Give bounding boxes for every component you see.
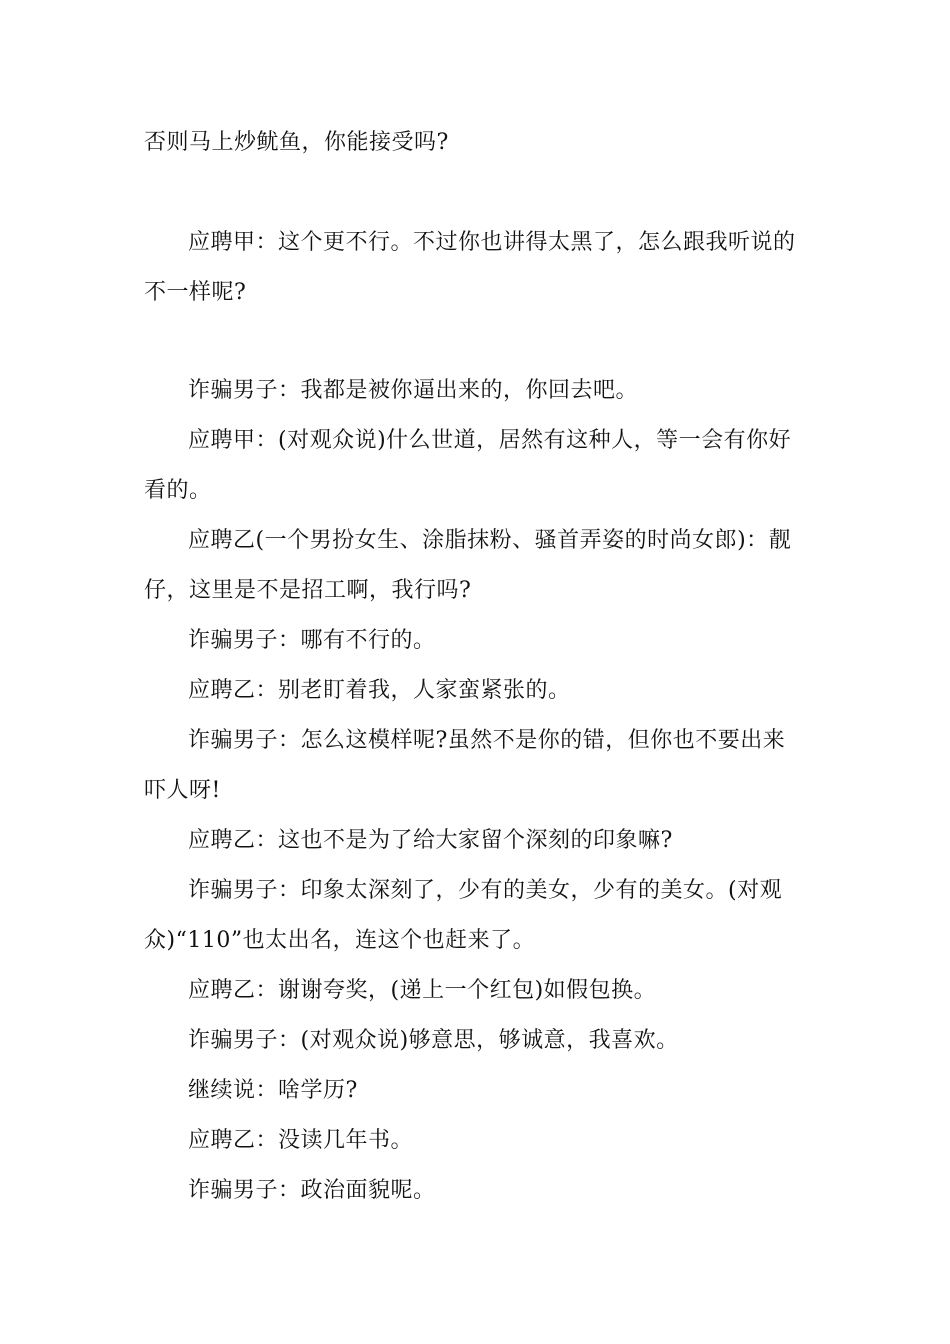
paragraph-15: 诈骗男子：政治面貌呢。 <box>188 1178 436 1203</box>
paragraph-2: 应聘甲：这个更不行。不过你也讲得太黑了，怎么跟我听说的不一样呢? <box>144 230 796 305</box>
paragraph-5: 应聘乙(一个男扮女生、涂脂抹粉、骚首弄姿的时尚女郎)：靓仔，这里是不是招工啊，我行吗? <box>144 528 792 603</box>
paragraph-14: 应聘乙：没读几年书。 <box>188 1128 414 1153</box>
paragraph-9: 应聘乙：这也不是为了给大家留个深刻的印象嘛? <box>188 828 673 853</box>
paragraph-3: 诈骗男子：我都是被你逼出来的，你回去吧。 <box>188 378 639 403</box>
paragraph-1: 否则马上炒鱿鱼，你能接受吗? <box>144 130 449 155</box>
paragraph-12: 诈骗男子：(对观众说)够意思，够诚意，我喜欢。 <box>188 1028 679 1053</box>
paragraph-8: 诈骗男子：怎么这模样呢?虽然不是你的错，但你也不要出来吓人呀! <box>144 728 786 803</box>
paragraph-7: 应聘乙：别老盯着我，人家蛮紧张的。 <box>188 678 571 703</box>
paragraph-13: 继续说：啥学历? <box>188 1078 358 1103</box>
paragraph-6: 诈骗男子：哪有不行的。 <box>188 628 436 653</box>
paragraph-4: 应聘甲：(对观众说)什么世道，居然有这种人，等一会有你好看的。 <box>144 428 792 503</box>
paragraph-11: 应聘乙：谢谢夸奖，(递上一个红包)如假包换。 <box>188 978 657 1003</box>
paragraph-10: 诈骗男子：印象太深刻了，少有的美女，少有的美女。(对观众)“110”也太出名，连这个也赶来了。 <box>144 878 783 953</box>
